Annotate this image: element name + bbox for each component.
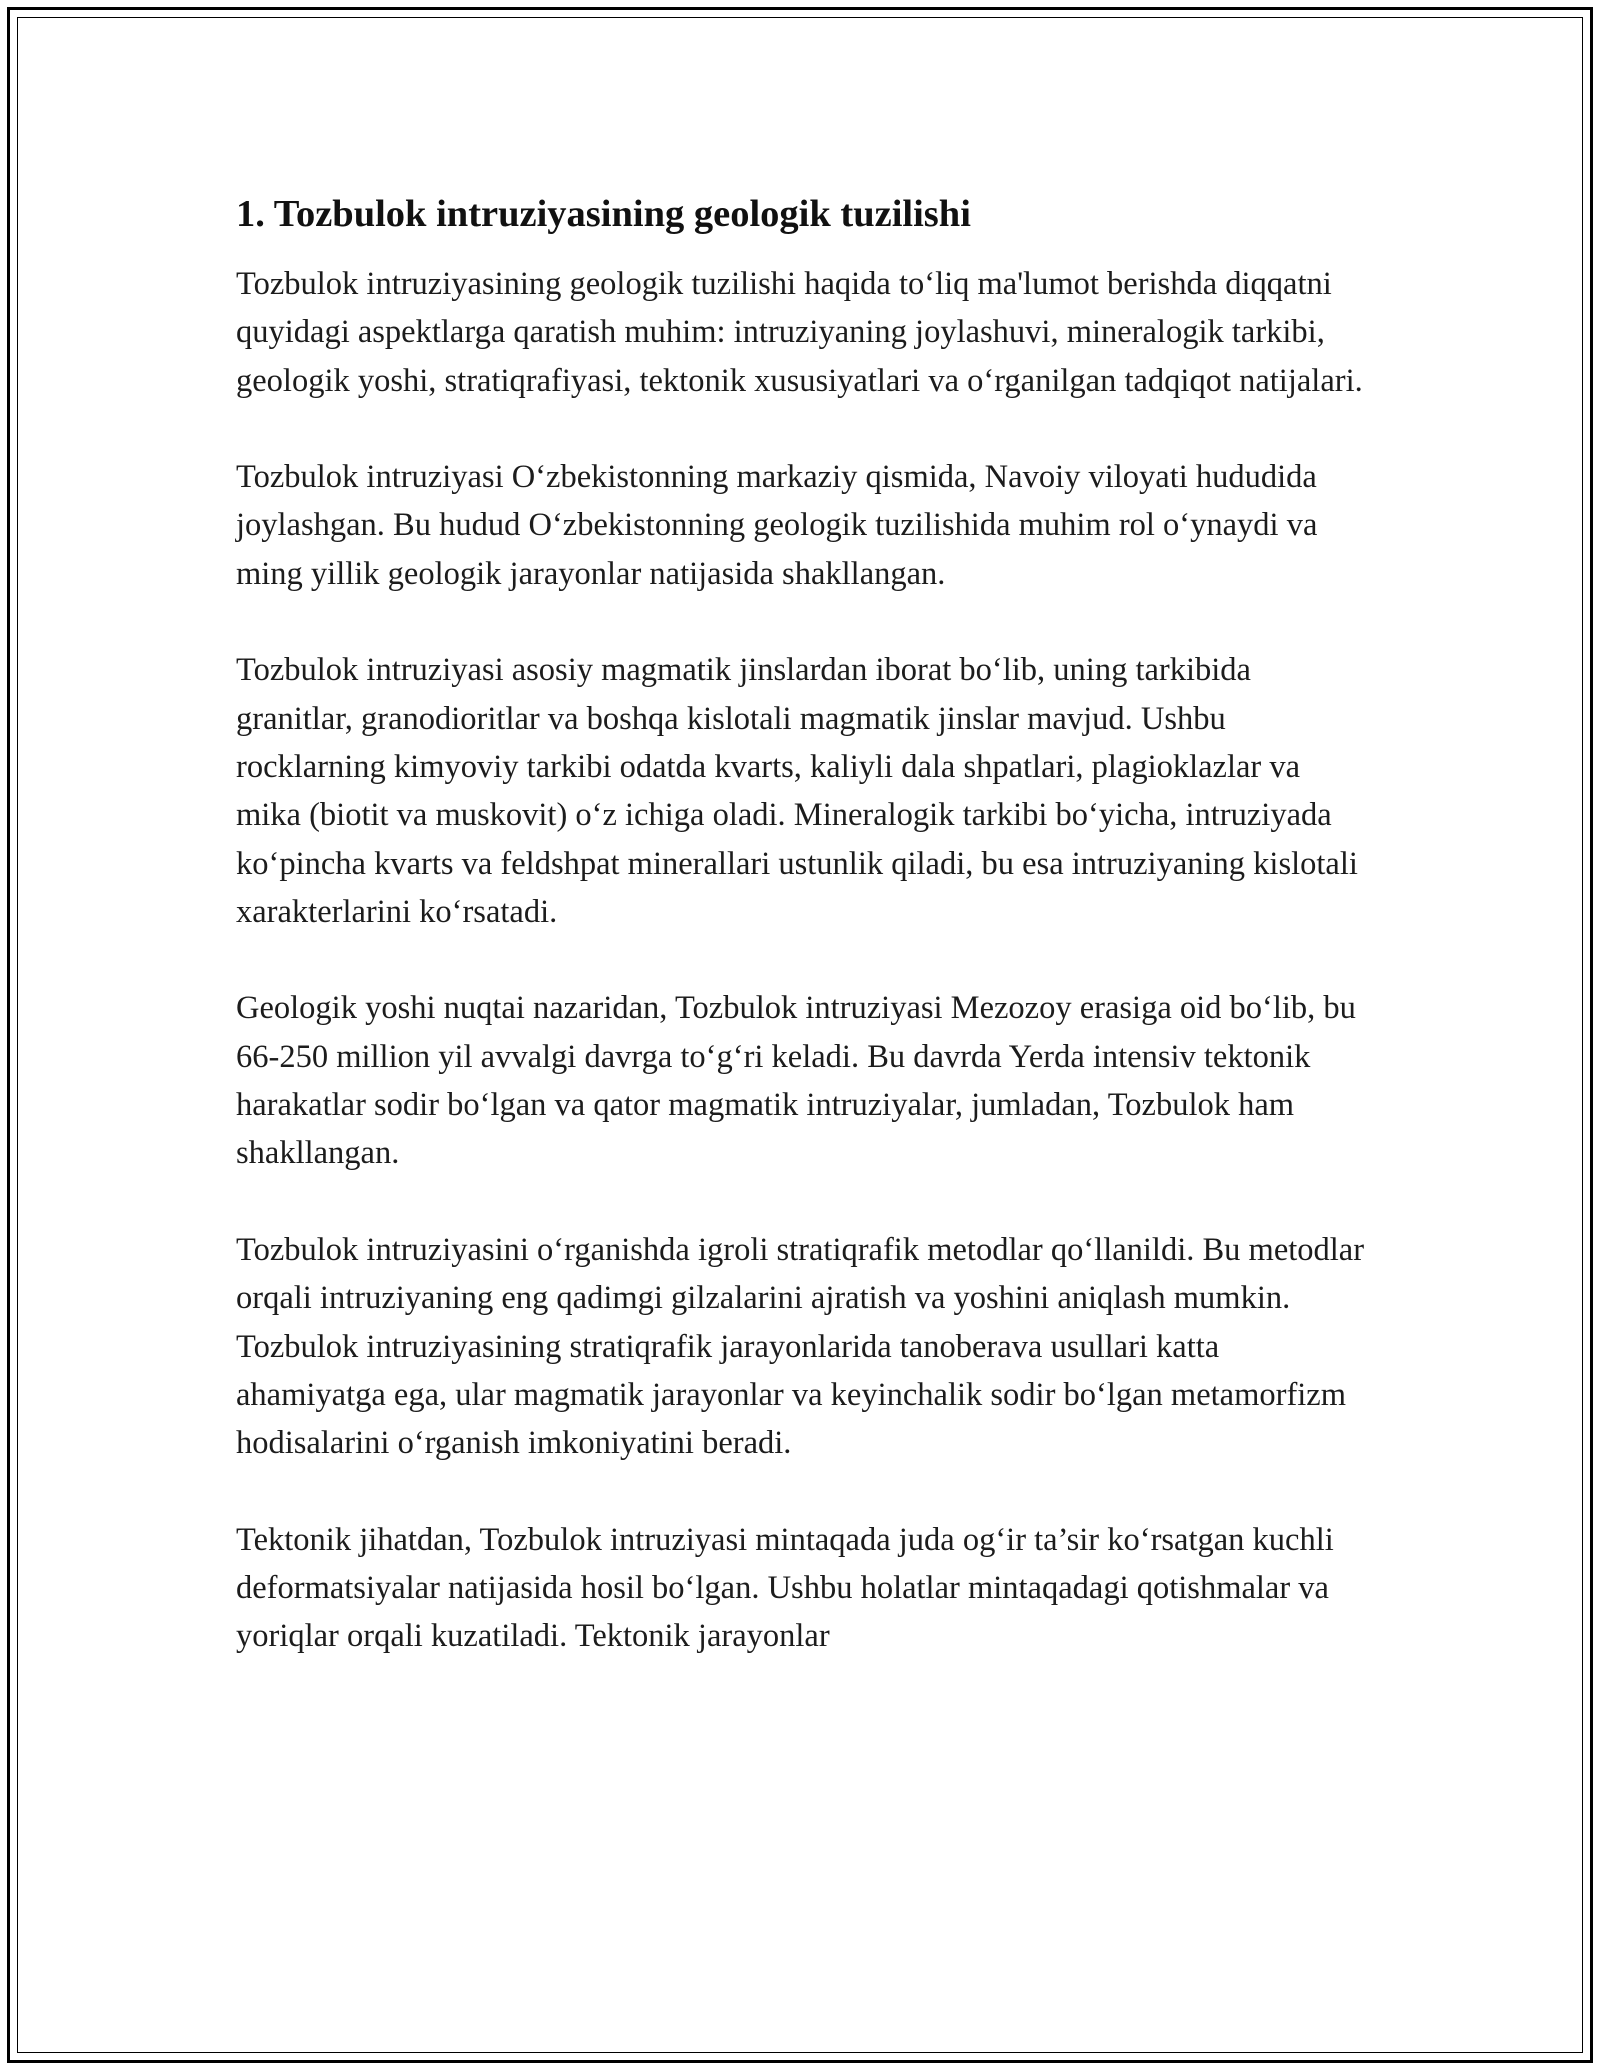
document-body <box>236 190 1366 1709</box>
paragraph-age: Geologik yoshi nuqtai nazaridan, Tozbulok intruziyasi Mezozoy erasiga oid bo‘lib, bu 66-250 million yil avvalgi davrga to‘g‘ri keladi. Bu davrda Yerda intensiv tektonik harakatlar sodir bo‘lgan va qator magmatik intruziyalar, jumladan, Tozbulok ham shakllangan. <box>236 990 1356 1172</box>
paragraph-location: Tozbulok intruziyasi O‘zbekistonning markaziy qismida, Navoiy viloyati hududida joylashgan. Bu hudud O‘zbekistonning geologik tuzilishida muhim rol o‘ynaydi va ming yillik geologik jarayonlar natijasida shakllangan. <box>236 459 1318 592</box>
paragraph-tectonics: Tektonik jihatdan, Tozbulok intruziyasi mintaqada juda og‘ir ta’sir ko‘rsatgan kuchli deformatsiyalar natijasida hosil bo‘lgan. Ushbu holatlar mintaqadagi qotishmalar va yoriqlar orqali kuzatiladi. Tektonik jarayonlar <box>236 1521 1334 1655</box>
paragraph-intro: Tozbulok intruziyasining geologik tuzilishi haqida to‘liq ma'lumot berishda diqqatni quyidagi aspektlarga qaratish muhim: intruziyaning joylashuvi, mineralogik tarkibi, geologik yoshi, stratiqrafiyasi, tektonik xususiyatlari va o‘rganilgan tadqiqot natijalari. <box>236 266 1363 399</box>
section-heading: 1. Tozbulok intruziyasining geologik tuzilishi <box>236 193 971 235</box>
paragraph-stratigraphy: Tozbulok intruziyasini o‘rganishda igroli stratiqrafik metodlar qo‘llanildi. Bu metodlar orqali intruziyaning eng qadimgi gilzalarini ajratish va yoshini aniqlash mumkin. Tozbulok intruziyasining stratiqrafik jarayonlarida tanoberava usullari katta ahamiyatga ega, ular magmatik jarayonlar va keyinchalik sodir bo‘lgan metamorfizm hodisalarini o‘rganish imkoniyatini beradi. <box>236 1231 1365 1462</box>
paragraph-mineralogy: Tozbulok intruziyasi asosiy magmatik jinslardan iborat bo‘lib, uning tarkibida granitlar, granodioritlar va boshqa kislotali magmatik jinslar mavjud. Ushbu rocklarning kimyoviy tarkibi odatda kvarts, kaliyli dala shpatlari, plagioklazlar va mika (biotit va muskovit) o‘z ichiga oladi. Mineralogik tarkibi bo‘yicha, intruziyada ko‘pincha kvarts va feldshpat minerallari ustunlik qiladi, bu esa intruziyaning kislotali xarakterlarini ko‘rsatadi. <box>236 652 1358 930</box>
